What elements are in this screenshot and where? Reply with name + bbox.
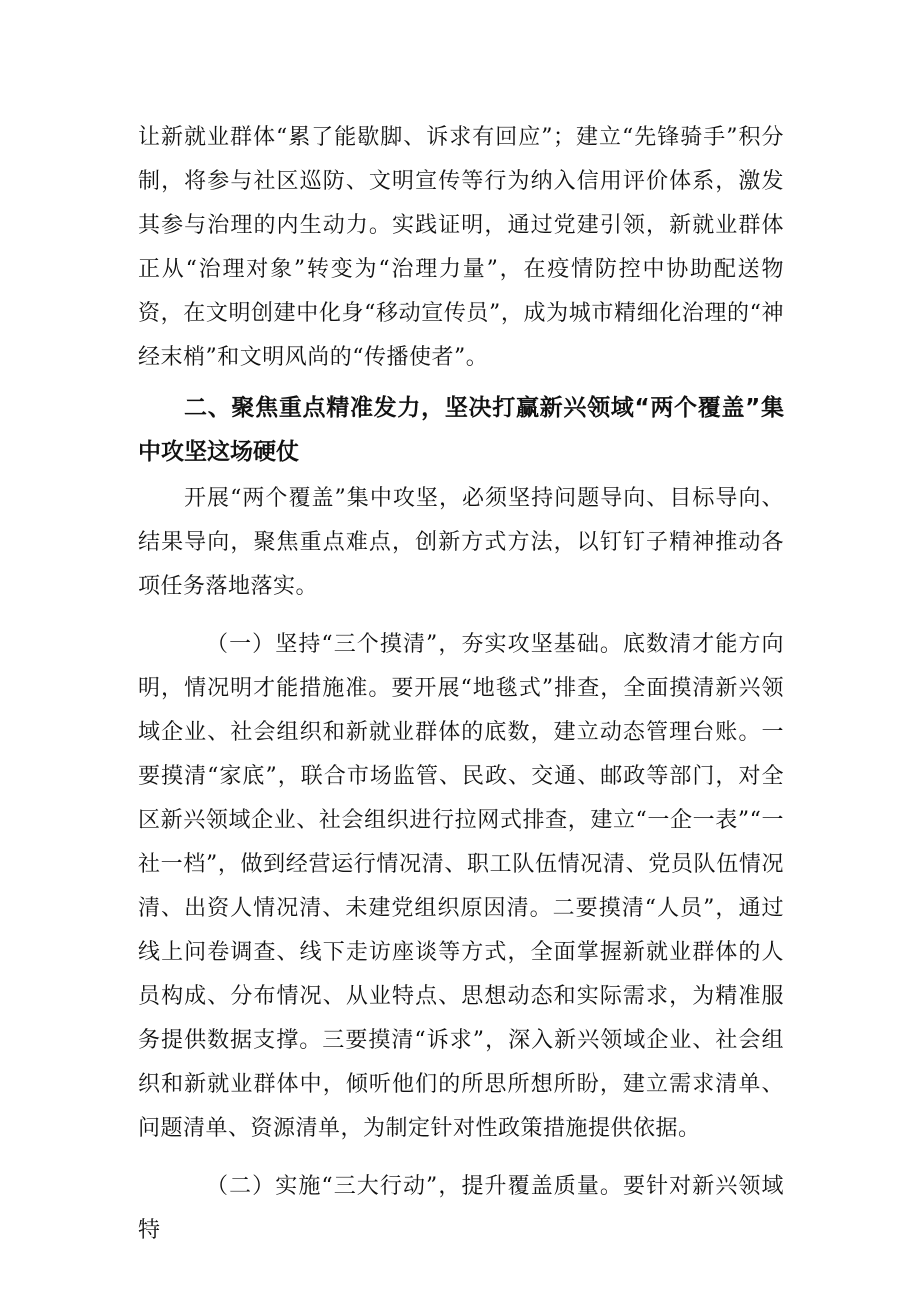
paragraph-continued: 让新就业群体“累了能歇脚、诉求有回应”；建立“先锋骑手”积分制，将参与社区巡防、文明宣传等行为纳入信用评价体系，激发其参与治理的内生动力。实践证明，通过党建引领，新就业群体正从“治理对象”转变为“治理力量”，在疫情防控中协助配送物资，在文明创建中化身“移动宣传员”，成为城市精细化治理的“神经末梢”和文明风尚的“传播使者”。 (138, 125, 784, 370)
document-body (138, 116, 784, 1253)
paragraph-subsection-two: （二）实施“三大行动”，提升覆盖质量。要针对新兴领域特 (138, 1174, 784, 1243)
section-heading: 二、聚焦重点精准发力，坚决打赢新兴领域“两个覆盖”集中攻坚这场硬仗 (138, 395, 784, 465)
paragraph-intro: 开展“两个覆盖”集中攻坚，必须坚持问题导向、目标导向、结果导向，聚焦重点难点，创新方式方法，以钉钉子精神推动各项任务落地落实。 (138, 486, 784, 599)
paragraph-subsection-one: （一）坚持“三个摸清”，夯实攻坚基础。底数清才能方向明，情况明才能措施准。要开展“地毯式”排查，全面摸清新兴领域企业、社会组织和新就业群体的底数，建立动态管理台账。一要摸清“家底”，联合市场监管、民政、交通、邮政等部门，对全区新兴领域企业、社会组织进行拉网式排查，建立“一企一表”“一社一档”，做到经营运行情况清、职工队伍情况清、党员队伍情况清、出资人情况清、未建党组织原因清。二要摸清“人员”，通过线上问卷调查、线下走访座谈等方式，全面掌握新就业群体的人员构成、分布情况、从业特点、思想动态和实际需求，为精准服务提供数据支撑。三要摸清“诉求”，深入新兴领域企业、社会组织和新就业群体中，倾听他们的所思所想所盼，建立需求清单、问题清单、资源清单，为制定针对性政策措施提供依据。 (138, 632, 784, 1141)
